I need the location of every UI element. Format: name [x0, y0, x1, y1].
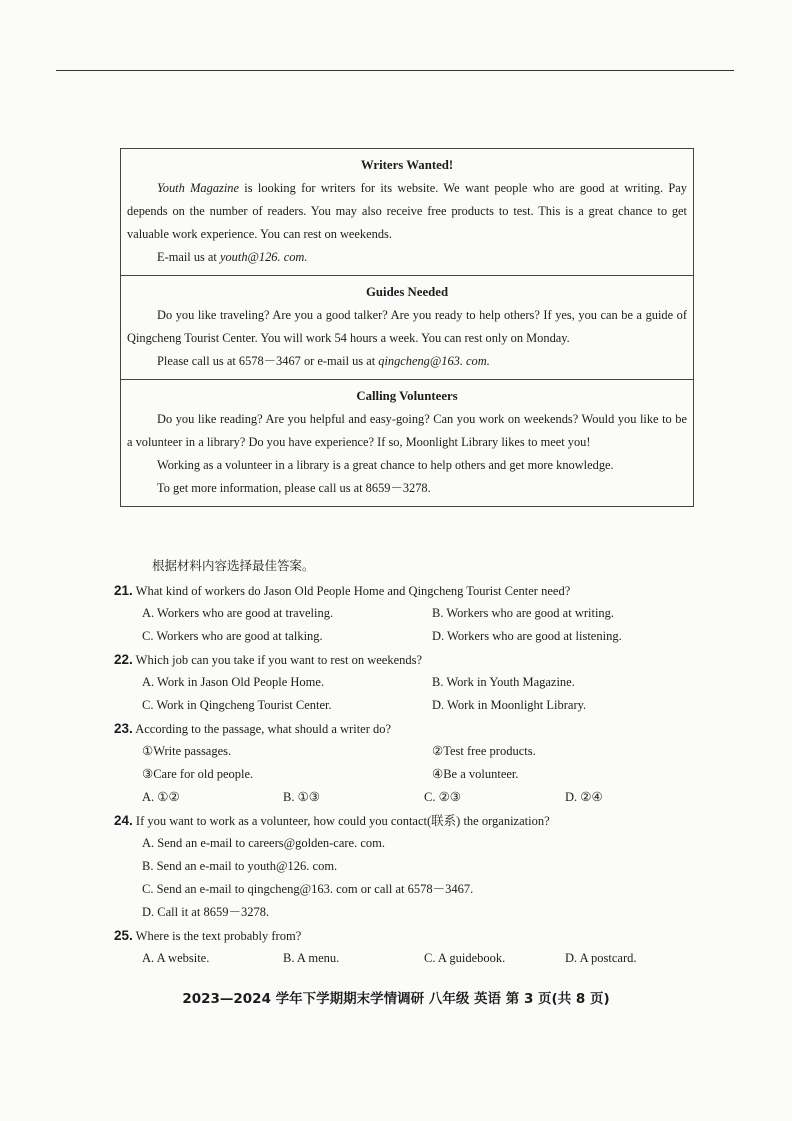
- contact-email: youth@126. com.: [219, 250, 308, 264]
- option-a: A. Workers who are good at traveling.: [142, 606, 334, 620]
- option-row: [116, 947, 696, 970]
- option-c: C. Work in Qingcheng Tourist Center.: [142, 698, 332, 712]
- ad-title: Calling Volunteers: [356, 389, 458, 403]
- option-a: A. ①②: [142, 790, 180, 804]
- option-a: A. Work in Jason Old People Home.: [142, 675, 325, 689]
- ad-calling-volunteers: [121, 379, 693, 506]
- option-d: D. Work in Moonlight Library.: [432, 698, 587, 712]
- option-c: C. A guidebook.: [424, 951, 506, 965]
- page-footer: 2023—2024 学年下学期期末学情调研 八年级 英语 第 3 页(共 8 页): [182, 991, 610, 1007]
- option-d: D. ②④: [565, 790, 603, 804]
- question-22: [116, 648, 696, 717]
- question-number: 21.: [114, 583, 133, 598]
- ad-guides-needed: [121, 275, 693, 379]
- option-row: [116, 694, 696, 717]
- ad-title: Guides Needed: [365, 285, 449, 299]
- question-25: [116, 924, 696, 970]
- item-row: [116, 763, 696, 786]
- option-row: [116, 901, 696, 924]
- ad-writers-wanted: [121, 149, 693, 275]
- option-c: C. Workers who are good at talking.: [142, 629, 323, 643]
- option-row: [116, 786, 696, 809]
- item-3: ③Care for old people.: [142, 767, 254, 781]
- option-row: [116, 671, 696, 694]
- question-21: [116, 579, 696, 648]
- option-c: C. Send an e-mail to qingcheng@163. com or call at 6578－3467.: [142, 882, 474, 896]
- item-2: ②Test free products.: [432, 744, 536, 758]
- question-number: 24.: [114, 813, 133, 828]
- option-row: [116, 602, 696, 625]
- ad-text: is looking for writers for its website. We want people who are good at writing. Pay depends on the number of readers. You may also receive free products to test. This is a great chance to get valuable work experience. You can rest on weekends.: [127, 181, 688, 241]
- option-a: A. A website.: [142, 951, 210, 965]
- question-stem: [116, 924, 696, 947]
- contact-label: Please call us at 6578－3467 or e-mail us at: [157, 354, 379, 368]
- question-text: If you want to work as a volunteer, how could you contact(联系) the organization?: [132, 814, 550, 828]
- question-stem: [116, 579, 696, 602]
- contact-email: qingcheng@163. com.: [378, 354, 490, 368]
- top-rule: [56, 70, 734, 71]
- option-b: B. A menu.: [283, 951, 340, 965]
- magazine-name: Youth Magazine: [157, 181, 239, 195]
- question-text: Where is the text probably from?: [132, 929, 302, 943]
- ad-paragraph: Do you like reading? Are you helpful and easy-going? Can you work on weekends? Would you like to be a volunteer in a library? Do you have experience? If so, Moonlight Library likes to meet you!: [127, 412, 687, 449]
- question-24: [116, 809, 696, 924]
- option-b: B. ①③: [283, 790, 320, 804]
- option-d: D. A postcard.: [565, 951, 637, 965]
- question-stem: [116, 717, 696, 740]
- ad-contact: To get more information, please call us at 8659－3278.: [157, 481, 431, 495]
- contact-label: E-mail us at: [157, 250, 220, 264]
- option-c: C. ②③: [424, 790, 461, 804]
- option-row: [116, 832, 696, 855]
- question-text: Which job can you take if you want to rest on weekends?: [132, 653, 423, 667]
- option-b: B. Workers who are good at writing.: [432, 606, 615, 620]
- question-stem: [116, 648, 696, 671]
- ad-paragraph: Do you like traveling? Are you a good talker? Are you ready to help others? If yes, you can be a guide of Qingcheng Tourist Center. You will work 54 hours a week. You can rest only on Monday.: [127, 308, 687, 345]
- ad-title: Writers Wanted!: [360, 158, 454, 172]
- option-row: [116, 878, 696, 901]
- option-b: B. Send an e-mail to youth@126. com.: [142, 859, 338, 873]
- item-4: ④Be a volunteer.: [432, 767, 519, 781]
- item-1: ①Write passages.: [142, 744, 232, 758]
- question-text: What kind of workers do Jason Old People Home and Qingcheng Tourist Center need?: [132, 584, 571, 598]
- option-row: [116, 855, 696, 878]
- ad-paragraph: [127, 177, 687, 246]
- advertisement-box: [120, 148, 694, 507]
- question-number: 25.: [114, 928, 133, 943]
- question-text: According to the passage, what should a writer do?: [132, 722, 392, 736]
- question-number: 22.: [114, 652, 133, 667]
- question-stem: [116, 809, 696, 832]
- instruction: 根据材料内容选择最佳答案。: [152, 558, 315, 573]
- question-list: [116, 579, 696, 970]
- question-number: 23.: [114, 721, 133, 736]
- ad-contact: [127, 350, 687, 373]
- option-b: B. Work in Youth Magazine.: [432, 675, 575, 689]
- option-d: D. Call it at 8659－3278.: [142, 905, 270, 919]
- question-23: [116, 717, 696, 809]
- ad-paragraph: Working as a volunteer in a library is a great chance to help others and get more knowledge.: [157, 458, 614, 472]
- ad-contact: [127, 246, 687, 269]
- option-row: [116, 625, 696, 648]
- item-row: [116, 740, 696, 763]
- option-d: D. Workers who are good at listening.: [432, 629, 622, 643]
- option-a: A. Send an e-mail to careers@golden-care. com.: [142, 836, 386, 850]
